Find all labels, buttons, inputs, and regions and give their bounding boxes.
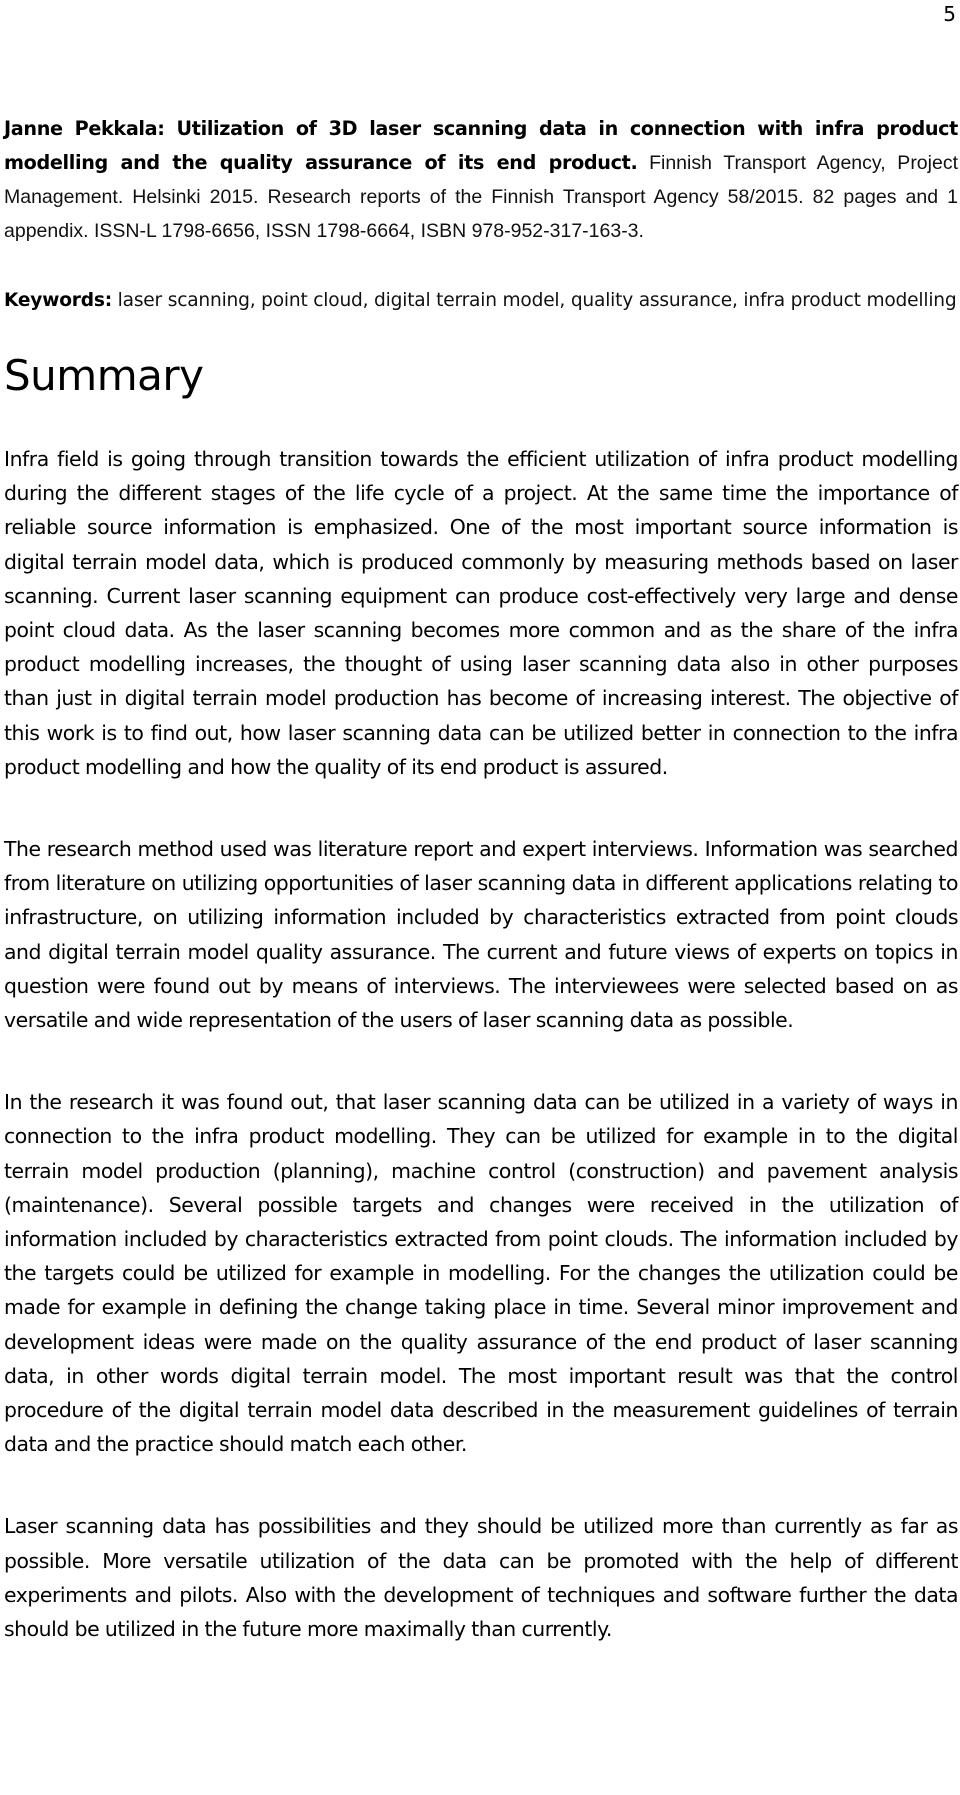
document-body bbox=[4, 112, 958, 1646]
citation-publication-info: Finnish Transport Agency, Project Management. Helsinki 2015. Research reports of the Finnish Transport Agency 58/2015. 82 pages and 1 appendix. ISSN-L 1798-6656, ISSN 1798-6664, ISBN 978-952-317-163-3. bbox=[4, 152, 958, 242]
keywords-list: laser scanning, point cloud, digital terrain model, quality assurance, infra product modelling bbox=[111, 290, 957, 311]
summary-paragraph-3: In the research it was found out, that laser scanning data can be utilized in a variety of ways in connection to the infra product modelling. They can be utilized for example in to the digital terrain model production (planning), machine control (construction) and pavement analysis (maintenance). Several possible targets and changes were received in the utilization of information included by characteristics extracted from point clouds. The information included by the targets could be utilized for example in modelling. For the changes the utilization could be made for example in defining the change taking place in time. Several minor improvement and development ideas were made on the quality assurance of the end product of laser scanning data, in other words digital terrain model. The most important result was that the control procedure of the digital terrain model data described in the measurement guidelines of terrain data and the practice should match each other. bbox=[4, 1090, 958, 1457]
keywords-label: Keywords: bbox=[4, 290, 112, 311]
summary-paragraph-4: Laser scanning data has possibilities and they should be utilized more than currently as far as possible. More versatile utilization of the data can be promoted with the help of different experiments and pilots. Also with the development of techniques and software further the data should be utilized in the future more maximally than currently. bbox=[4, 1514, 958, 1642]
citation bbox=[4, 112, 958, 248]
citation-title: Janne Pekkala: Utilization of 3D laser scanning data in connection with infra product modelling and the quality assurance of its end product. bbox=[4, 117, 958, 174]
keywords bbox=[4, 284, 958, 318]
summary-paragraph-1: Infra field is going through transition towards the efficient utilization of infra product modelling during the different stages of the life cycle of a project. At the same time the importance of reliable source information is emphasized. One of the most important source information is digital terrain model data, which is produced commonly by measuring methods based on laser scanning. Current laser scanning equipment can produce cost-effectively very large and dense point cloud data. As the laser scanning becomes more common and as the share of the infra product modelling increases, the thought of using laser scanning data also in other purposes than just in digital terrain model production has become of increasing interest. The objective of this work is to find out, how laser scanning data can be utilized better in connection to the infra product modelling and how the quality of its end product is assured. bbox=[4, 447, 958, 779]
page-number: 5 bbox=[943, 2, 956, 26]
summary-heading: Summary bbox=[4, 351, 204, 400]
summary-paragraph-2: The research method used was literature report and expert interviews. Information was searched from literature on utilizing opportunities of laser scanning data in different applications relating to infrastructure, on utilizing information included by characteristics extracted from point clouds and digital terrain model quality assurance. The current and future views of experts on topics in question were found out by means of interviews. The interviewees were selected based on as versatile and wide representation of the users of laser scanning data as possible. bbox=[4, 837, 958, 1033]
